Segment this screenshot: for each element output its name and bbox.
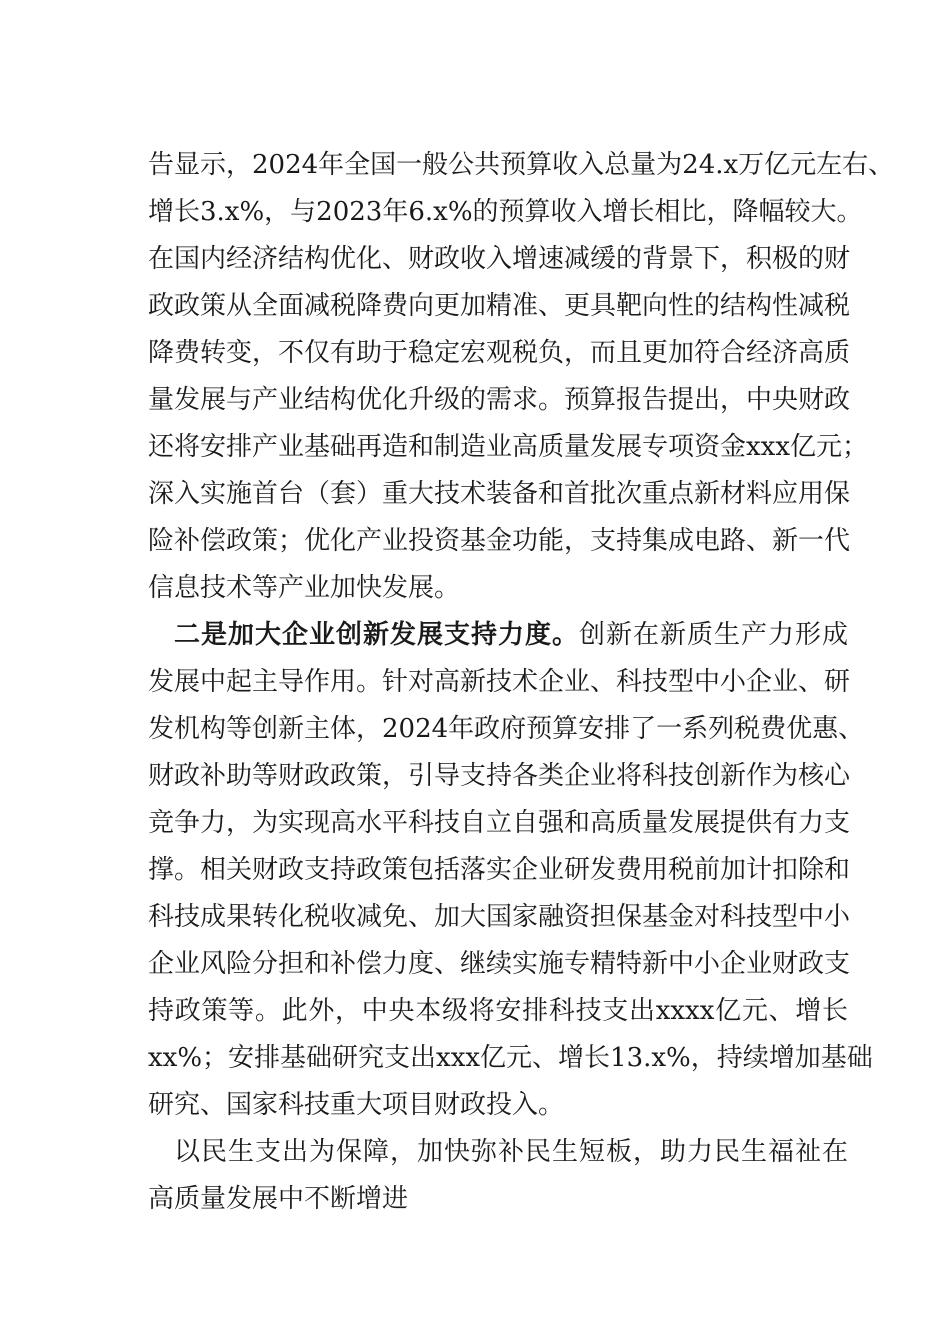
paragraph-lead-heading: 二是加大企业创新发展支持力度。	[174, 620, 579, 650]
text-line: 竞争力，为实现高水平科技自立自强和高质量发展提供有力支	[148, 808, 851, 838]
text-line: 持政策等。此外，中央本级将安排科技支出xxxx亿元、增长	[148, 996, 848, 1026]
text-line: 增长3.x%，与2023年6.x%的预算收入增长相比，降幅较大。	[148, 197, 863, 227]
text-line: 财政补助等财政政策，引导支持各类企业将科技创新作为核心	[148, 761, 851, 791]
text-line: 深入实施首台（套）重大技术装备和首批次重点新材料应用保	[148, 479, 851, 509]
text-line: 量发展与产业结构优化升级的需求。预算报告提出，中央财政	[148, 385, 851, 415]
document-body	[148, 142, 895, 1223]
text-line: 高质量发展中不断增进	[148, 1184, 409, 1214]
text-line: 还将安排产业基础再造和制造业高质量发展专项资金xxx亿元；	[148, 432, 868, 462]
paragraph-2	[148, 612, 873, 1129]
paragraph-1	[148, 142, 895, 612]
text-line: 研究、国家科技重大项目财政投入。	[148, 1090, 565, 1120]
text-run: 创新在新质生产力形成	[578, 620, 848, 650]
text-line: 科技成果转化税收减免、加大国家融资担保基金对科技型中小	[148, 902, 851, 932]
text-line: 险补偿政策；优化产业投资基金功能，支持集成电路、新一代	[148, 526, 851, 556]
text-line: 企业风险分担和补偿力度、继续实施专精特新中小企业财政支	[148, 949, 851, 979]
text-line: 政政策从全面减税降费向更加精准、更具靶向性的结构性减税	[148, 291, 851, 321]
text-line	[148, 612, 848, 659]
text-line: 降费转变，不仅有助于稳定宏观税负，而且更加符合经济高质	[148, 338, 851, 368]
text-line: 告显示，2024年全国一般公共预算收入总量为24.x万亿元左右、	[148, 150, 895, 180]
text-line: 撑。相关财政支持政策包括落实企业研发费用税前加计扣除和	[148, 855, 851, 885]
text-line: 以民生支出为保障，加快弥补民生短板，助力民生福祉在	[174, 1137, 848, 1167]
text-line: 发展中起主导作用。针对高新技术企业、科技型中小企业、研	[148, 667, 851, 697]
text-line: 在国内经济结构优化、财政收入增速减缓的背景下，积极的财	[148, 244, 851, 274]
text-line: 信息技术等产业加快发展。	[148, 573, 461, 603]
text-line: 发机构等创新主体，2024年政府预算安排了一系列税费优惠、	[148, 714, 865, 744]
text-line: xx%；安排基础研究支出xxx亿元、增长13.x%，持续增加基础	[148, 1043, 873, 1073]
paragraph-3	[148, 1129, 848, 1223]
